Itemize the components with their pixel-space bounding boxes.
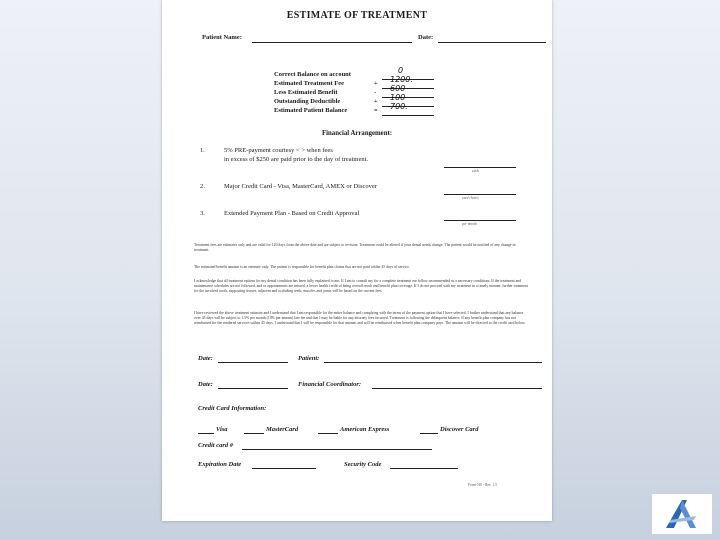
balance-label-1: Estimated Treatment Fee — [274, 80, 345, 87]
stylized-a-logo-icon — [652, 494, 712, 534]
terms-paragraph-4: I have reviewed the above treatment estimate and I understand that I am responsible for the entire balance and complying with the terms of the payment option that I have selected. I further understand that any balance over 45 days will be subject to 1.5% per month (18% per annum) late fee and that I may be liable for any attorney fees incurred. Treatment is following the delinquent balance. If any benefit plan company has not reimbursed for the rendered services within 45 days, I understand that I will be responsible for that amount and will be reimbursed when benefit plan company pays. The amount will be directed to the credit card below. — [194, 311, 526, 325]
expiration-date-label: Expiration Date — [198, 461, 242, 468]
logo-tile — [651, 493, 713, 535]
balance-value-1: 1200. — [390, 75, 413, 84]
card-option-discover[interactable]: Discover Card — [440, 426, 479, 433]
option-1-number: 1. — [200, 147, 205, 154]
financial-heading: Financial Arrangement: — [321, 130, 393, 137]
date-line — [438, 42, 546, 43]
balance-label-2: Less Estimated Benefit — [274, 89, 338, 96]
terms-paragraph-1: Treatment fees are estimates only and are valid for 120 days from the above date and are subject to revision. Treatment could be altered if your dental needs change. The patient would be notified of any change in treatment. — [194, 243, 516, 252]
option-3-caption: per month — [462, 222, 477, 226]
option-1-caption: cash — [472, 169, 479, 173]
document-page — [162, 0, 552, 521]
balance-value-4: 700. — [390, 102, 408, 111]
option-2-caption: card choice — [462, 196, 479, 200]
card-option-visa[interactable]: Visa — [216, 426, 228, 433]
balance-value-0: 0 — [398, 66, 404, 75]
option-2-number: 2. — [200, 183, 205, 190]
terms-paragraph-2: The estimated benefit amount is an estimate only. The patient is responsible for benefit plan claims that are not paid within 45 days of service. — [194, 265, 410, 269]
balance-label-0: Correct Balance on account — [274, 71, 351, 78]
credit-card-heading: Credit Card Information: — [198, 405, 267, 412]
credit-card-number-label: Credit card # — [198, 442, 234, 449]
security-code-label: Security Code — [344, 461, 382, 468]
option-3-line1: Extended Payment Plan - Based on Credit Approval — [224, 210, 360, 217]
security-code-line — [390, 468, 458, 469]
balance-sign-4: = — [374, 107, 378, 114]
card-option-mastercard[interactable]: MasterCard — [266, 426, 299, 433]
balance-value-3: 100 — [390, 93, 406, 102]
credit-card-number-line — [242, 449, 432, 450]
form-footer: Form 010 - Rev. 1.5 — [468, 483, 497, 487]
terms-paragraph-3: I acknowledge that all treatment options for my dental condition has been fully explained to me. If I am to consult my for a complete treatment are follow recommended as a necessary conditions. If the treatment and maintenance schedules are not followed, and or appointments are missed, a lower health credit of being overall result and benefit plan coverage. If I do not proceed with my treatment in a timely manner, further treatment for the involved tooth, supporting tissues, adjacent and occluding teeth, muscles and joints will be based on the current fees. — [194, 279, 528, 293]
patient-signature-label: Patient: — [298, 355, 320, 362]
balance-value-2: 600 — [390, 84, 406, 93]
coordinator-date-label: Date: — [198, 381, 213, 388]
expiration-date-line — [252, 468, 316, 469]
option-3-number: 3. — [200, 210, 205, 217]
page-title: ESTIMATE OF TREATMENT — [286, 10, 428, 21]
balance-sign-3: + — [374, 98, 378, 105]
option-1-line2: in excess of $250 are paid prior to the day of treatment. — [224, 156, 369, 163]
date-label: Date: — [418, 34, 434, 41]
financial-coordinator-label: Financial Coordinator: — [298, 381, 362, 388]
balance-sign-1: + — [374, 80, 378, 87]
balance-label-3: Outstanding Deductible — [274, 98, 341, 105]
option-2-line1: Major Credit Card - Visa, MasterCard, AMEX or Discover — [224, 183, 377, 190]
signature-date-label: Date: — [198, 355, 213, 362]
patient-name-label: Patient Name: — [202, 34, 242, 41]
patient-name-line — [252, 42, 412, 43]
card-option-amex[interactable]: American Express — [340, 426, 390, 433]
balance-sign-2: - — [374, 89, 377, 96]
balance-label-4: Estimated Patient Balance — [274, 107, 348, 114]
option-1-line1: 5% PRE-payment courtesy < > when fees — [224, 147, 333, 154]
